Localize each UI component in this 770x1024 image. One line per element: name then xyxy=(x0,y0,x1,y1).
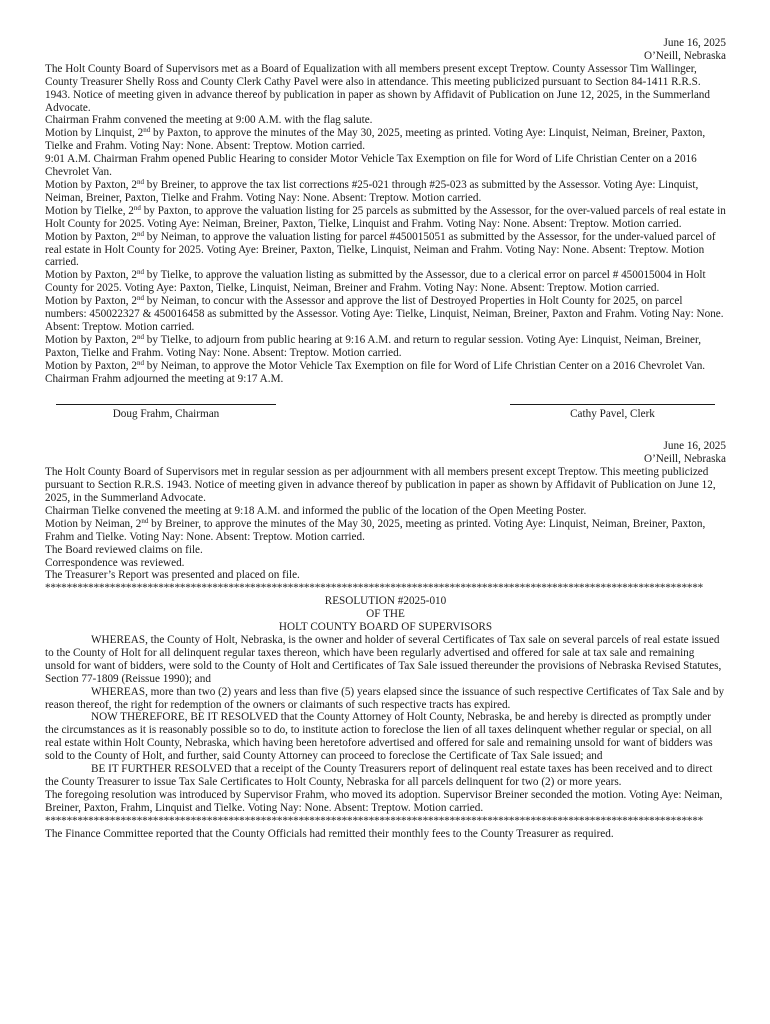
resolution-whereas-1: WHEREAS, the County of Holt, Nebraska, is the owner and holder of several Certificates of Tax sale on several parcels of real estate issued to the County of Holt for all delinquent regular taxes thereon, which have been regularly advertised and offered for sale at tax sale and remaining unsold for want of bidders, were sold to the County of Holt and Certificates of Tax Sale issued thereunder the provisions of Nebraska Revised Statutes, Section 77-1809 (Reissue 1990); and xyxy=(45,633,722,685)
ordinal-suffix: nd xyxy=(137,268,144,277)
ordinal-suffix: nd xyxy=(137,358,144,367)
chairman-name: Doug Frahm, Chairman xyxy=(112,408,220,421)
meeting2-section xyxy=(45,440,726,595)
motion-text: by Neiman, to concur with the Assessor and approve the list of Destroyed Properties in Holt County for 2025, on parcel numbers: 450022327 & 450016458 as submitted by the Assessor. Voting Aye: Tielke, Linquist, Neiman, Breiner, Paxton and Frahm. Voting Nay: None. Absent: Treptow. Motion carried. xyxy=(45,295,724,333)
ordinal-suffix: nd xyxy=(141,516,149,525)
ordinal-suffix: nd xyxy=(137,177,144,186)
meeting2-motion-minutes xyxy=(45,518,726,544)
meeting1-adjourn: Chairman Frahm adjourned the meeting at 9:17 A.M. xyxy=(45,372,284,385)
meeting1-motion-clerical-error xyxy=(45,269,726,295)
resolution-resolved: NOW THEREFORE, BE IT RESOLVED that the County Attorney of Holt County, Nebraska, be and hereby is directed as promptly under the circumstances as it is reasonably possible so to do, to institute action to foreclose the lien of all taxes delinquent whether regular or special, on all real estate within Holt County, Nebraska, which having been heretofore advertised and offered for sale and remaining unsold for want of bidders was sold to the County of Holt, and further, said County Attorney can proceed to foreclose the Certificate of Tax Sale issued; and xyxy=(45,711,713,763)
meeting1-hearing: 9:01 A.M. Chairman Frahm opened Public Hearing to consider Motor Vehicle Tax Exemption on file for Word of Life Christian Center on a 2016 Chevrolet Van. xyxy=(45,153,697,179)
resolution-whereas-2: WHEREAS, more than two (2) years and less than five (5) years elapsed since the issuance of such respective Certificates of Tax Sale and by reason thereof, the right for redemption of the owners or claimants of such respective tracts has expired. xyxy=(45,685,725,711)
motion-text: by Neiman, to approve the valuation listing for parcel #450015051 as submitted by the Assessor, for the under-valued parcel of real estate in Holt County for 2025. Voting Aye: Breiner, Paxton, Tielke, Linquist, Neiman and Frahm. Voting Nay: None. Absent: Treptow. Motion carried. xyxy=(45,230,716,269)
resolution-section xyxy=(45,595,726,827)
clerk-name: Cathy Pavel, Clerk xyxy=(570,408,655,421)
meeting1-place: O’Neill, Nebraska xyxy=(643,49,726,62)
resolution-further-resolved: BE IT FURTHER RESOLVED that a receipt of the County Treasurers report of delinquent real estate taxes has been received and to direct the County Treasurer to issue Tax Sale Certificates to Holt County, Nebraska for all parcels delinquent for two (2) or more years. xyxy=(45,763,713,788)
motion-text: Motion by Paxton, 2 xyxy=(45,359,137,372)
finance-committee-report: The Finance Committee reported that the County Officials had remitted their monthly fees to the County Treasurer as required. xyxy=(45,827,614,840)
meeting2-place: O’Neill, Nebraska xyxy=(643,453,726,466)
meeting2-claims: The Board reviewed claims on file. xyxy=(45,543,203,556)
meeting1-motion-minutes xyxy=(45,127,726,153)
clerk-signature-block xyxy=(510,404,715,421)
meeting1-section xyxy=(45,37,726,385)
meeting2-treasurer-report: The Treasurer’s Report was presented and placed on file. xyxy=(45,569,300,582)
meeting2-convene: Chairman Tielke convened the meeting at 9:18 A.M. and informed the public of the location of the Open Meeting Poster. xyxy=(45,504,587,517)
meeting1-motion-over-valued xyxy=(45,205,726,231)
meeting2-intro: The Holt County Board of Supervisors met in regular session as per adjournment with all members present except Treptow. This meeting publicized pursuant to Section R.R.S. 1943. Notice of meeting given in advance thereof by publication in paper as shown by Affidavit of Publication on June 12, 2025, in the Summerland Advocate. xyxy=(45,466,716,504)
resolution-adoption: The foregoing resolution was introduced by Supervisor Frahm, who moved its adoption. Supervisor Breiner seconded the motion. Voting Aye: Neiman, Breiner, Paxton, Frahm, Linquist and Tielke. Voting Nay: None. Absent: Treptow. Motion carried. xyxy=(45,788,723,814)
ordinal-suffix: nd xyxy=(137,294,144,303)
motion-text: by Paxton, to approve the minutes of the May 30, 2025, meeting as printed. Voting Aye: Linquist, Neiman, Breiner, Paxton, Tielke and Frahm. Voting Nay: None. Absent: Treptow. Motion carried. xyxy=(45,127,706,153)
motion-text: Motion by Neiman, 2 xyxy=(45,517,142,530)
motion-text: Motion by Paxton, 2 xyxy=(45,269,137,282)
motion-text: Motion by Paxton, 2 xyxy=(45,230,137,243)
resolution-board: HOLT COUNTY BOARD OF SUPERVISORS xyxy=(278,621,493,634)
motion-text: Motion by Tielke, 2 xyxy=(45,204,134,217)
ordinal-suffix: nd xyxy=(133,203,141,212)
signature-line xyxy=(510,404,715,405)
meeting1-motion-adjourn-hearing xyxy=(45,334,726,360)
signature-line xyxy=(56,404,276,405)
meeting2-correspondence: Correspondence was reviewed. xyxy=(45,556,185,569)
resolution-of-the: OF THE xyxy=(366,608,405,621)
meeting1-motion-tax-corrections xyxy=(45,179,726,205)
meeting1-convene: Chairman Frahm convened the meeting at 9:00 A.M. with the flag salute. xyxy=(45,114,373,127)
ordinal-suffix: nd xyxy=(137,229,144,238)
meeting1-date: June 16, 2025 xyxy=(663,37,726,49)
resolution-number: RESOLUTION #2025-010 xyxy=(324,595,447,608)
motion-text: Motion by Paxton, 2 xyxy=(45,295,137,308)
motion-text: by Neiman, to approve the Motor Vehicle Tax Exemption on file for Word of Life Christian Center on a 2016 Chevrolet Van. xyxy=(144,359,706,372)
motion-text: by Paxton, to approve the valuation listing for 25 parcels as submitted by the Assessor, for the over-valued parcels of real estate in Holt County for 2025. Voting Aye: Neiman, Breiner, Paxton, Tielke, Linquist and Frahm. Voting Nay: None. Absent: Treptow. Motion carried. xyxy=(45,204,726,230)
signature-row xyxy=(45,404,726,421)
motion-text: by Tielke, to adjourn from public hearing at 9:16 A.M. and return to regular session. Voting Aye: Linquist, Neiman, Breiner, Paxton, Tielke and Frahm. Voting Nay: None. Absent: Treptow. Motion carried. xyxy=(45,333,702,359)
meeting1-intro: The Holt County Board of Supervisors met as a Board of Equalization with all members present except Treptow. County Assessor Tim Wallinger, County Treasurer Shelly Ross and County Clerk Cathy Pavel were also in attendance. This meeting publicized pursuant to Section 84-1411 R.R.S. 1943. Notice of meeting given in advance thereof by publication in paper as shown by Affidavit of Publication on June 12, 2025, in the Summerland Advocate. xyxy=(45,62,710,114)
meeting2-date: June 16, 2025 xyxy=(663,440,726,453)
section-divider: ************************************************************************************************************************** xyxy=(45,814,704,827)
motion-text: by Breiner, to approve the tax list corrections #25-021 through #25-023 as submitted by the Assessor. Voting Aye: Linquist, Neiman, Breiner, Paxton, Tielke and Frahm. Voting Nay: None. Absent: Treptow. Motion carried. xyxy=(45,178,699,204)
motion-text: Motion by Linquist, 2 xyxy=(45,127,144,140)
motion-text: by Breiner, to approve the minutes of the May 30, 2025, meeting as printed. Voting Aye: Linquist, Neiman, Breiner, Paxton, Frahm and Tielke. Voting Nay: None. Absent: Treptow. Motion carried. xyxy=(45,517,706,543)
meeting1-motion-vehicle-exemption xyxy=(45,360,726,373)
motion-text: by Tielke, to approve the valuation listing as submitted by the Assessor, due to a clerical error on parcel # 450015004 in Holt County for 2025. Voting Aye: Paxton, Tielke, Linquist, Neiman, Breiner and Frahm. Voting Nay: None. Absent: Treptow. Motion carried. xyxy=(45,269,706,295)
motion-text: Motion by Paxton, 2 xyxy=(45,333,137,346)
chairman-signature-block xyxy=(56,404,276,421)
ordinal-suffix: nd xyxy=(137,332,144,341)
meeting1-motion-under-valued xyxy=(45,231,726,270)
motion-text: Motion by Paxton, 2 xyxy=(45,178,137,191)
meeting1-motion-destroyed-properties xyxy=(45,295,726,334)
section-divider: ************************************************************************************************************************** xyxy=(45,582,704,595)
ordinal-suffix: nd xyxy=(143,126,151,135)
